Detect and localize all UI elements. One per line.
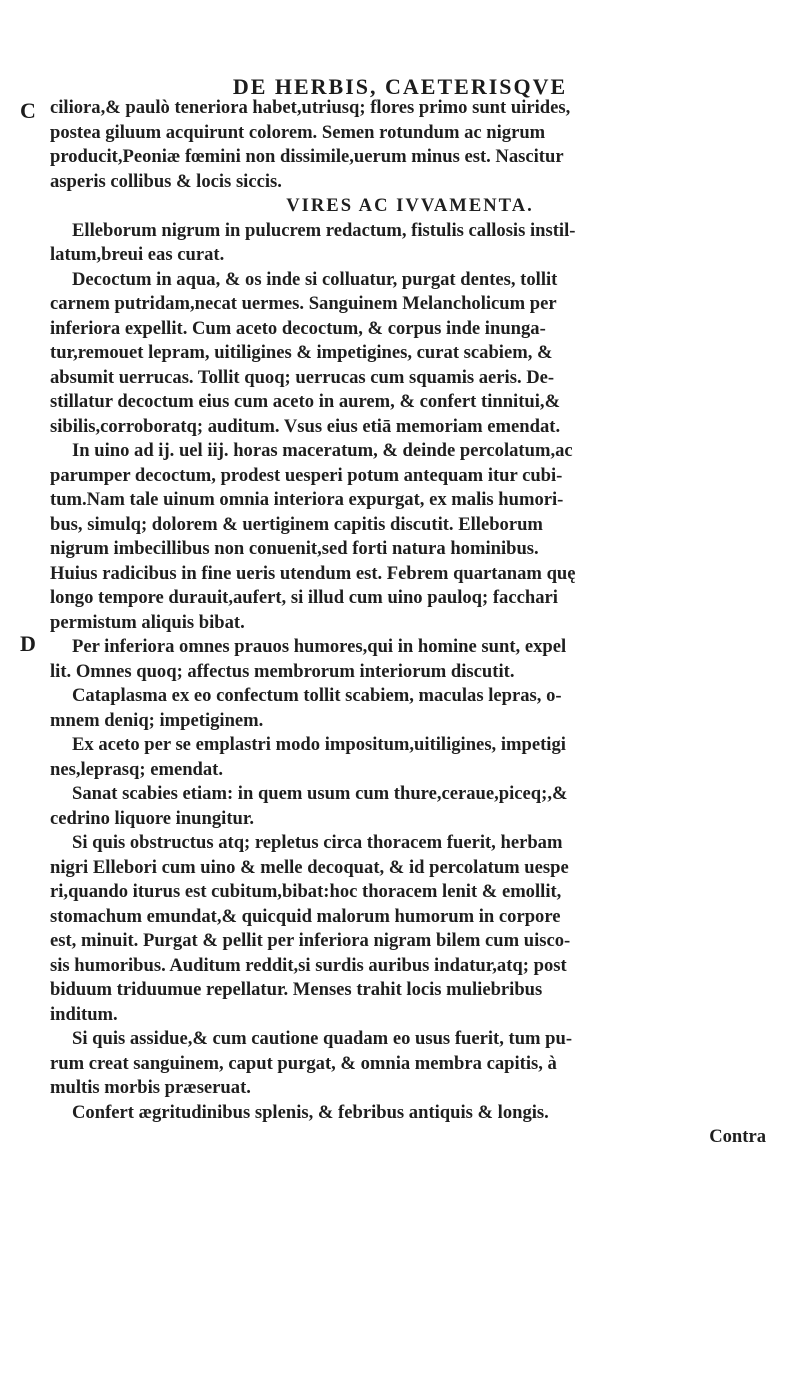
text-line: inferiora expellit. Cum aceto decoctum, & corpus inde inunga-: [50, 317, 546, 339]
text-line: nigri Ellebori cum uino & melle decoquat, & id percolatum uespe: [50, 856, 569, 878]
text-line: mnem deniq; impetiginem.: [50, 709, 264, 731]
text-line: Elleborum nigrum in pulucrem redactum, fistulis callosis instil-: [72, 219, 576, 241]
text-line: nigrum imbecillibus non conuenit,sed forti natura hominibus.: [50, 538, 539, 559]
text-line: ciliora,& paulò teneriora habet,utriusq; flores primo sunt uirides,: [50, 97, 571, 118]
text-line: longo tempore durauit,aufert, si illud cum uino pauloq; facchari: [50, 587, 558, 608]
text-line: cedrino liquore inungitur.: [50, 807, 255, 829]
text-line: est, minuit. Purgat & pellit per inferiora nigram bilem cum uisco-: [50, 930, 571, 951]
text-line: Si quis obstructus atq; repletus circa thoracem fuerit, herbam: [72, 832, 563, 853]
body-text: [50, 96, 770, 1150]
text-line: bus, simulq; dolorem & uertiginem capitis discutit. Elleborum: [50, 513, 543, 535]
margin-letter-d: D: [20, 631, 36, 656]
text-line: tur,remouet lepram, uitiligines & impetigines, curat scabiem, &: [50, 342, 553, 363]
text-line: Decoctum in aqua, & os inde si colluatur, purgat dentes, tollit: [72, 268, 558, 290]
text-line: lit. Omnes quoq; affectus membrorum interiorum discutit.: [50, 660, 515, 682]
text-line: latum,breui eas curat.: [50, 244, 225, 265]
text-line: parumper decoctum, prodest uesperi potum antequam itur cubi-: [50, 464, 563, 486]
text-line: Si quis assidue,& cum cautione quadam eo usus fuerit, tum pu-: [72, 1028, 573, 1049]
text-line: producit,Peoniæ fœmini non dissimile,uerum minus est. Nascitur: [50, 146, 564, 167]
text-line: Cataplasma ex eo confectum tollit scabiem, maculas lepras, o-: [72, 685, 562, 706]
text-line: absumit uerrucas. Tollit quoq; uerrucas cum squamis aeris. De-: [50, 366, 555, 388]
text-line: multis morbis præseruat.: [50, 1077, 251, 1098]
running-head: DE HERBIS, CAETERISQVE: [232, 74, 568, 99]
text-line: Ex aceto per se emplastri modo impositum,uitiligines, impetigi: [72, 734, 566, 755]
text-line: nes,leprasq; emendat.: [50, 758, 224, 780]
text-line: inditum.: [50, 1003, 118, 1025]
text-line: carnem putridam,necat uermes. Sanguinem Melancholicum per: [50, 293, 557, 314]
text-line: sibilis,corroboratq; auditum. Vsus eius etiā memoriam emendat.: [50, 415, 561, 437]
margin-letter-c: C: [20, 98, 36, 123]
text-line: In uino ad ij. uel iij. horas maceratum, & deinde percolatum,ac: [72, 440, 573, 461]
text-line: stillatur decoctum eius cum aceto in aurem, & confert tinnitui,&: [50, 391, 561, 412]
text-line: rum creat sanguinem, caput purgat, & omnia membra capitis, à: [50, 1052, 557, 1074]
text-line: Per inferiora omnes prauos humores,qui in homine sunt, expel: [72, 636, 567, 657]
text-line: tum.Nam tale uinum omnia interiora expurgat, ex malis humori-: [50, 489, 564, 510]
text-line: sis humoribus. Auditum reddit,si surdis auribus indatur,atq; post: [50, 954, 567, 976]
text-line: asperis collibus & locis siccis.: [50, 170, 282, 192]
text-line: Huius radicibus in fine ueris utendum est. Febrem quartanam quę: [50, 562, 576, 584]
section-heading: VIRES AC IVVAMENTA.: [286, 195, 534, 216]
text-line: Confert ægritudinibus splenis, & febribus antiquis & longis.: [72, 1101, 549, 1123]
catchword: Contra: [709, 1126, 766, 1147]
text-line: Sanat scabies etiam: in quem usum cum thure,ceraue,piceq;,&: [72, 783, 568, 804]
text-line: postea giluum acquirunt colorem. Semen rotundum ac nigrum: [50, 121, 546, 143]
text-line: biduum triduumue repellatur. Menses trahit locis muliebribus: [50, 979, 543, 1000]
text-line: ri,quando iturus est cubitum,bibat:hoc thoracem lenit & emollit,: [50, 881, 562, 902]
text-line: stomachum emundat,& quicquid malorum humorum in corpore: [50, 905, 561, 927]
text-line: permistum aliquis bibat.: [50, 611, 245, 633]
